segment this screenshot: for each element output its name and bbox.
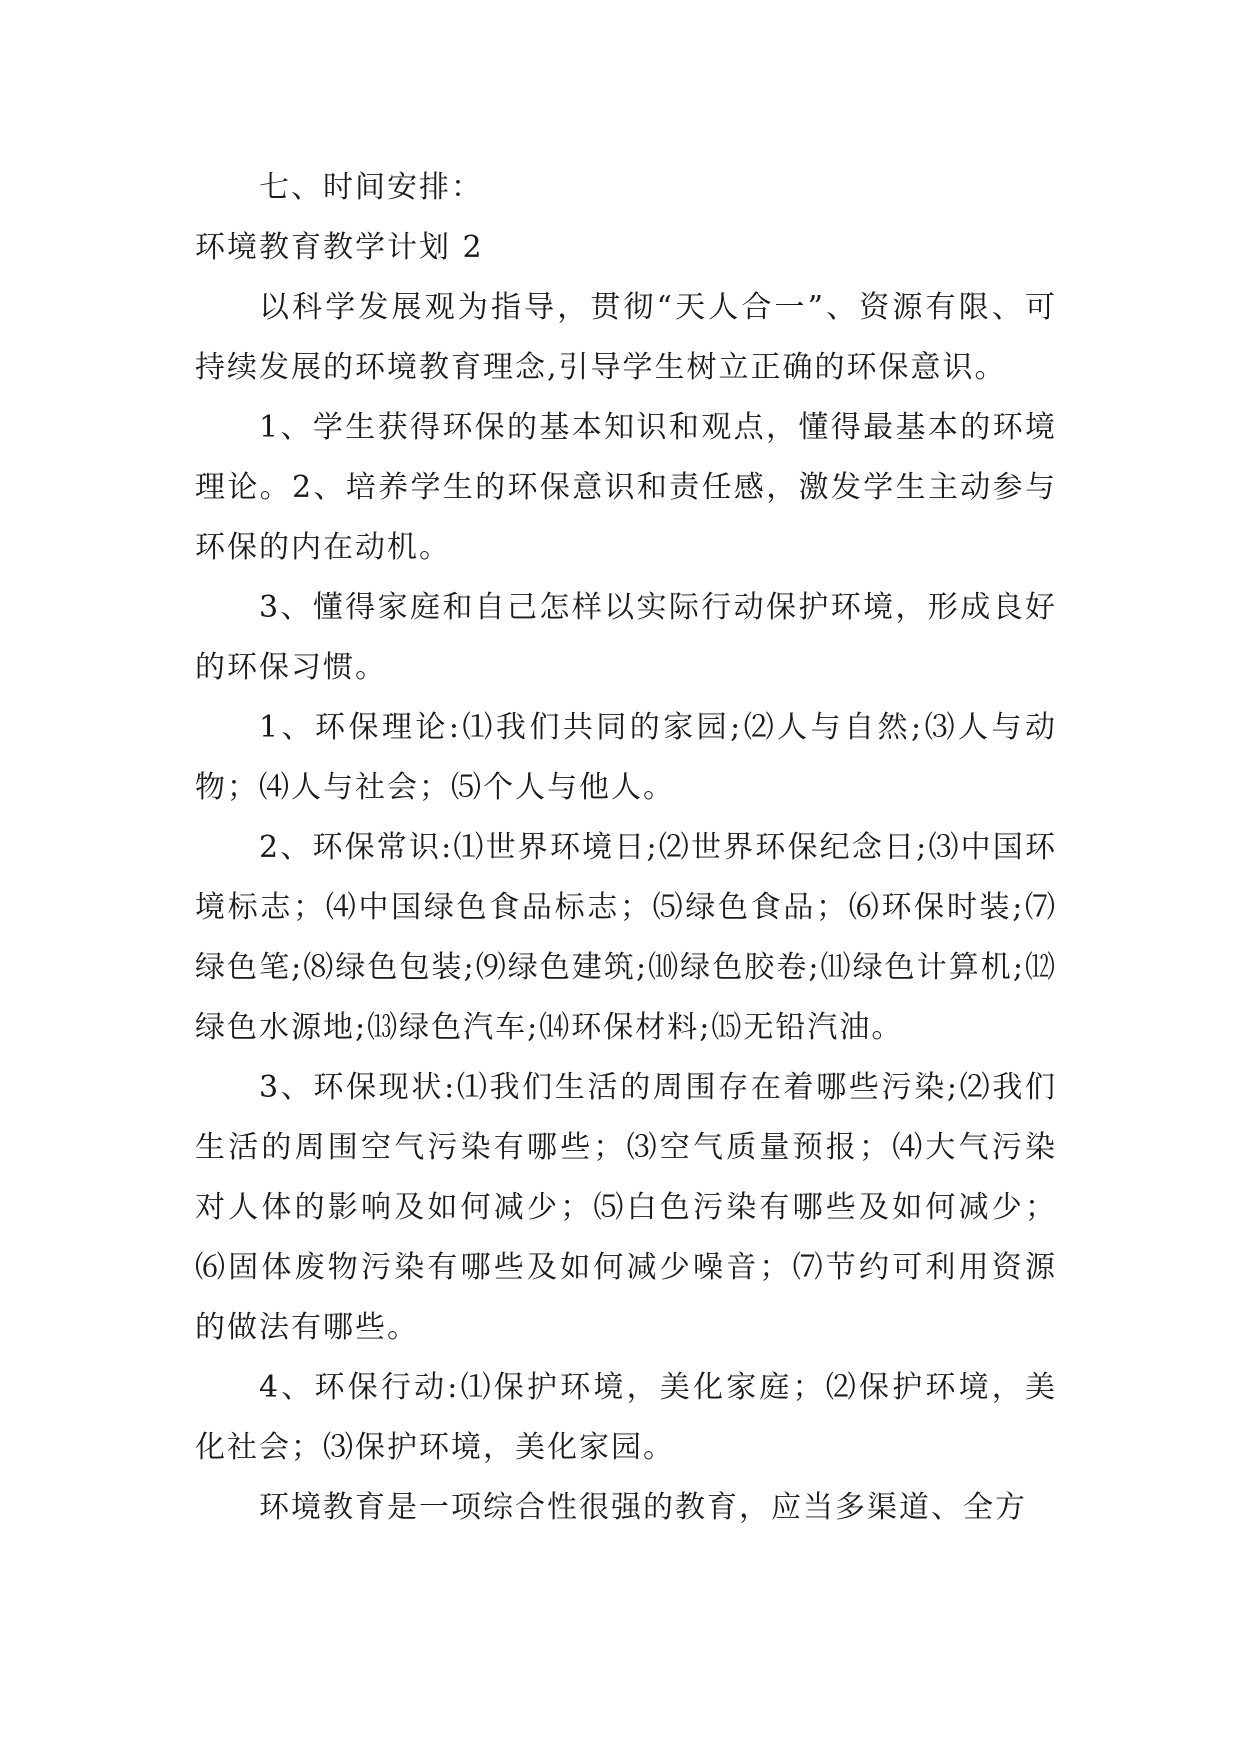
section-heading: 七、时间安排： — [259, 170, 483, 205]
paragraph-env-education: 环境教育是一项综合性很强的教育，应当多渠道、全方 — [259, 1490, 1027, 1525]
paragraph-guiding-principle: 以科学发展观为指导，贯彻“天人合一”、资源有限、可持续发展的环境教育理念,引导学生树立正确的环保意识。 — [195, 290, 1057, 385]
paragraph-env-action: 4、环保行动:⑴保护环境，美化家庭；⑵保护环境，美化社会；⑶保护环境，美化家园。 — [195, 1370, 1057, 1465]
document-title: 环境教育教学计划 2 — [195, 230, 484, 265]
paragraph-goals-1-2: 1、学生获得环保的基本知识和观点，懂得最基本的环境理论。2、培养学生的环保意识和责任感，激发学生主动参与环保的内在动机。 — [195, 410, 1057, 565]
paragraph-env-status: 3、环保现状:⑴我们生活的周围存在着哪些污染;⑵我们生活的周围空气污染有哪些；⑶空气质量预报；⑷大气污染对人体的影响及如何减少；⑸白色污染有哪些及如何减少；⑹固体废物污染有哪些及如何减少噪音；⑺节约可利用资源的做法有哪些。 — [195, 1070, 1057, 1345]
paragraph-env-knowledge: 2、环保常识:⑴世界环境日;⑵世界环保纪念日;⑶中国环境标志；⑷中国绿色食品标志；⑸绿色食品；⑹环保时装;⑺绿色笔;⑻绿色包装;⑼绿色建筑;⑽绿色胶卷;⑾绿色计算机;⑿绿色水源地;⒀绿色汽车;⒁环保材料;⒂无铅汽油。 — [195, 830, 1057, 1045]
document-body — [195, 158, 1057, 1538]
paragraph-goal-3: 3、懂得家庭和自己怎样以实际行动保护环境，形成良好的环保习惯。 — [195, 590, 1057, 685]
paragraph-env-theory: 1、环保理论:⑴我们共同的家园;⑵人与自然;⑶人与动物；⑷人与社会；⑸个人与他人。 — [195, 710, 1057, 805]
